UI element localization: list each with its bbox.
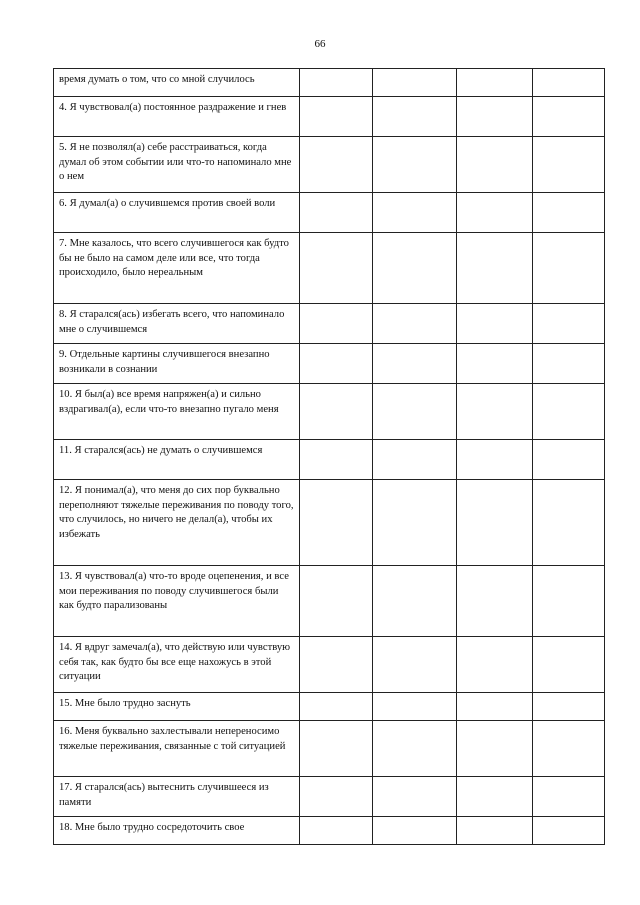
answer-cell[interactable] [457,480,533,566]
statement-cell: 7. Мне казалось, что всего случившегося как будто бы не было на самом деле или все, что тогда происходило, было нереальным [54,233,300,304]
table-row [54,721,605,777]
answer-cell[interactable] [300,304,373,344]
answer-cell[interactable] [300,637,373,693]
answer-cell[interactable] [300,721,373,777]
answer-cell[interactable] [300,817,373,845]
table-row [54,69,605,97]
statement-cell: 12. Я понимал(а), что меня до сих пор буквально переполняют тяжелые переживания по поводу того, что случилось, но ничего не делал(а), чтобы их избежать [54,480,300,566]
answer-cell[interactable] [373,480,457,566]
answer-cell[interactable] [300,693,373,721]
table-row [54,817,605,845]
answer-cell[interactable] [300,69,373,97]
table-row [54,693,605,721]
answer-cell[interactable] [300,193,373,233]
statement-cell: 16. Меня буквально захлестывали непереносимо тяжелые переживания, связанные с той ситуацией [54,721,300,777]
answer-cell[interactable] [300,97,373,137]
answer-cell[interactable] [533,721,605,777]
answer-cell[interactable] [373,344,457,384]
answer-cell[interactable] [533,304,605,344]
answer-cell[interactable] [373,137,457,193]
answer-cell[interactable] [457,637,533,693]
answer-cell[interactable] [373,566,457,637]
answer-cell[interactable] [373,384,457,440]
answer-cell[interactable] [533,817,605,845]
table-row [54,137,605,193]
table-row [54,566,605,637]
answer-cell[interactable] [533,137,605,193]
answer-cell[interactable] [373,637,457,693]
answer-cell[interactable] [533,480,605,566]
answer-cell[interactable] [457,777,533,817]
table-row [54,777,605,817]
answer-cell[interactable] [373,721,457,777]
answer-cell[interactable] [373,69,457,97]
answer-cell[interactable] [533,637,605,693]
answer-cell[interactable] [533,777,605,817]
answer-cell[interactable] [457,566,533,637]
answer-cell[interactable] [457,817,533,845]
table-row [54,97,605,137]
answer-cell[interactable] [533,344,605,384]
statement-cell: 6. Я думал(а) о случившемся против своей воли [54,193,300,233]
answer-cell[interactable] [457,440,533,480]
table-row [54,193,605,233]
table-row [54,384,605,440]
statement-cell: время думать о том, что со мной случилось [54,69,300,97]
answer-cell[interactable] [300,566,373,637]
statement-cell: 5. Я не позволял(а) себе расстраиваться, когда думал об этом событии или что-то напоминало мне о нем [54,137,300,193]
statement-cell: 11. Я старался(ась) не думать о случившемся [54,440,300,480]
answer-cell[interactable] [533,440,605,480]
answer-cell[interactable] [373,817,457,845]
statement-cell: 17. Я старался(ась) вытеснить случившееся из памяти [54,777,300,817]
statement-cell: 10. Я был(а) все время напряжен(а) и сильно вздрагивал(а), если что-то внезапно пугало меня [54,384,300,440]
answer-cell[interactable] [457,721,533,777]
answer-cell[interactable] [533,97,605,137]
table-row [54,233,605,304]
statement-cell: 8. Я старался(ась) избегать всего, что напоминало мне о случившемся [54,304,300,344]
answer-cell[interactable] [300,440,373,480]
answer-cell[interactable] [457,384,533,440]
answer-cell[interactable] [533,693,605,721]
answer-cell[interactable] [533,384,605,440]
answer-cell[interactable] [533,566,605,637]
answer-cell[interactable] [533,69,605,97]
answer-cell[interactable] [457,137,533,193]
statement-cell: 13. Я чувствовал(а) что-то вроде оцепенения, и все мои переживания по поводу случившегося были как будто парализованы [54,566,300,637]
answer-cell[interactable] [457,193,533,233]
questionnaire-table [53,68,605,845]
answer-cell[interactable] [373,193,457,233]
statement-cell: 9. Отдельные картины случившегося внезапно возникали в сознании [54,344,300,384]
answer-cell[interactable] [373,233,457,304]
statement-cell: 18. Мне было трудно сосредоточить свое [54,817,300,845]
answer-cell[interactable] [300,384,373,440]
table-row [54,637,605,693]
table-row [54,440,605,480]
answer-cell[interactable] [533,233,605,304]
answer-cell[interactable] [373,304,457,344]
page-number: 66 [314,38,326,50]
answer-cell[interactable] [373,693,457,721]
answer-cell[interactable] [300,480,373,566]
answer-cell[interactable] [457,69,533,97]
answer-cell[interactable] [457,97,533,137]
answer-cell[interactable] [373,777,457,817]
answer-cell[interactable] [457,344,533,384]
answer-cell[interactable] [457,693,533,721]
answer-cell[interactable] [300,137,373,193]
table-row [54,480,605,566]
statement-cell: 4. Я чувствовал(а) постоянное раздражение и гнев [54,97,300,137]
answer-cell[interactable] [373,97,457,137]
table-row [54,304,605,344]
statement-cell: 14. Я вдруг замечал(а), что действую или чувствую себя так, как будто бы все еще нахожусь в этой ситуации [54,637,300,693]
answer-cell[interactable] [373,440,457,480]
answer-cell[interactable] [300,777,373,817]
table-row [54,344,605,384]
answer-cell[interactable] [300,233,373,304]
answer-cell[interactable] [457,304,533,344]
statement-cell: 15. Мне было трудно заснуть [54,693,300,721]
answer-cell[interactable] [300,344,373,384]
answer-cell[interactable] [533,193,605,233]
answer-cell[interactable] [457,233,533,304]
